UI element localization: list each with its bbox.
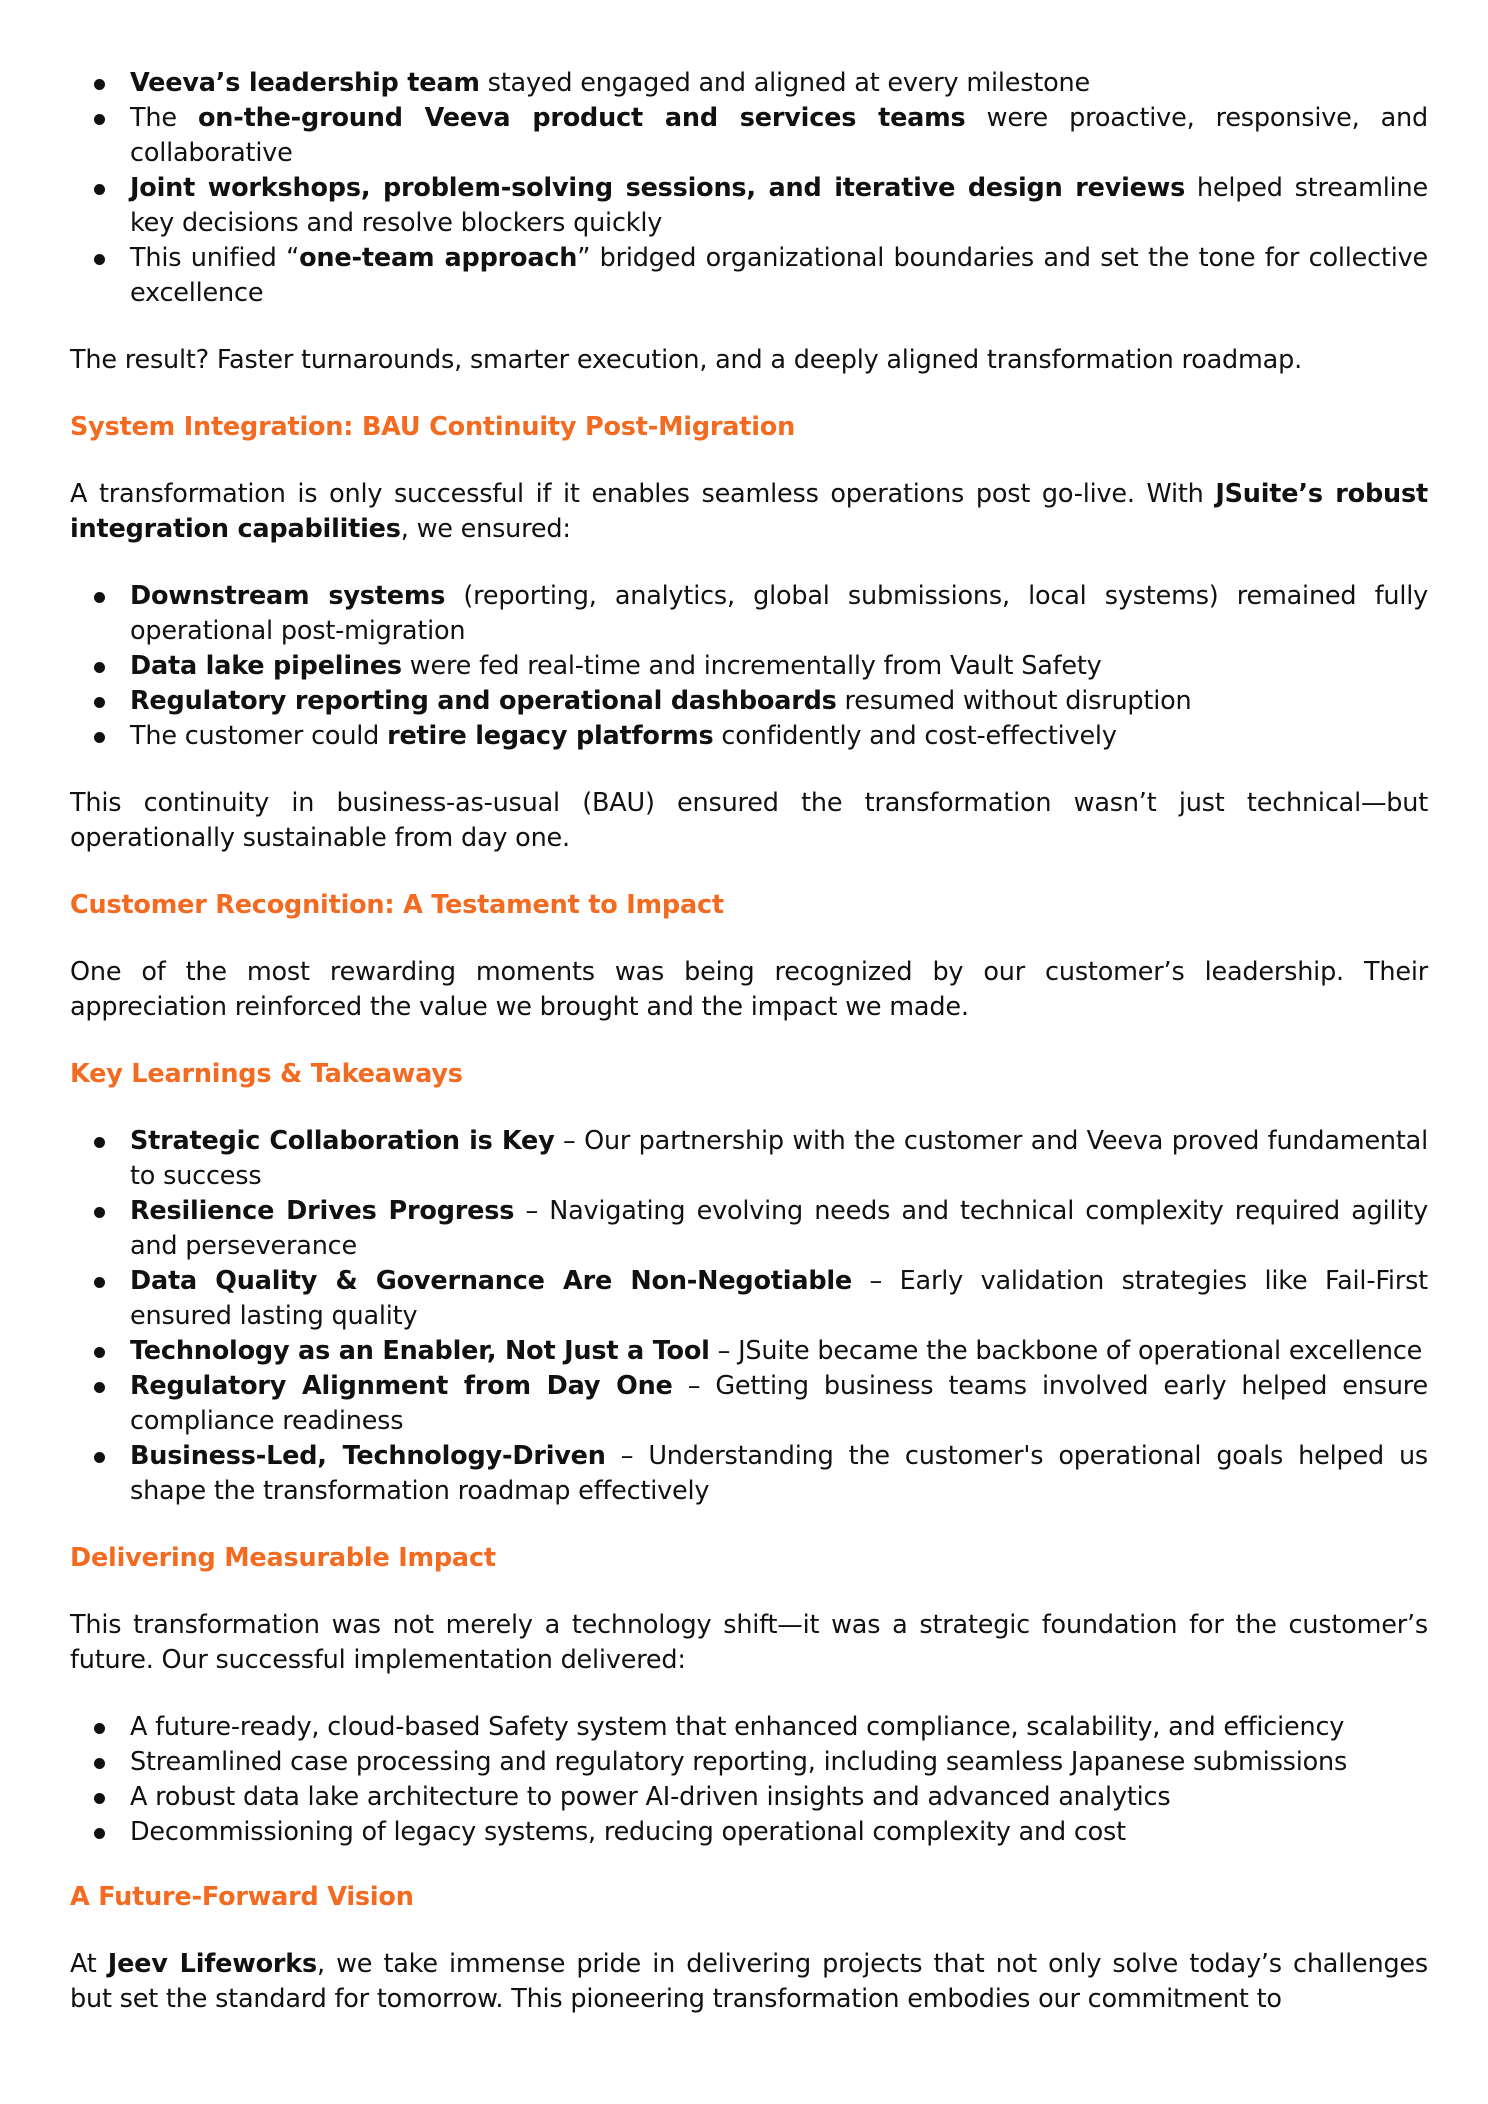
list-item: Decommissioning of legacy systems, reducing operational complexity and cost [130,1815,1428,1850]
section-heading-recognition: Customer Recognition: A Testament to Impact [70,890,724,920]
document-page [70,66,1428,2017]
section-heading-vision: A Future-Forward Vision [70,1882,414,1912]
list-item: A future-ready, cloud-based Safety system that enhanced compliance, scalability, and efficiency [130,1710,1428,1745]
list-item: Strategic Collaboration is Key – Our partnership with the customer and Veeva proved fundamental to success [130,1124,1428,1194]
integration-intro: A transformation is only successful if it enables seamless operations post go-live. With JSuite’s robust integration capabilities, we ensured: [70,479,1428,544]
list-item: Joint workshops, problem-solving sessions, and iterative design reviews helped streamline key decisions and resolve blockers quickly [130,171,1428,241]
list-item: The customer could retire legacy platforms confidently and cost-effectively [130,719,1428,754]
list-item: Business-Led, Technology-Driven – Understanding the customer's operational goals helped us shape the transformation roadmap effectively [130,1439,1428,1509]
list-item: Streamlined case processing and regulatory reporting, including seamless Japanese submissions [130,1745,1428,1780]
section-heading-integration: System Integration: BAU Continuity Post-Migration [70,412,796,442]
list-item: Data lake pipelines were fed real-time and incrementally from Vault Safety [130,649,1428,684]
list-item: A robust data lake architecture to power AI-driven insights and advanced analytics [130,1780,1428,1815]
list-item: Resilience Drives Progress – Navigating evolving needs and technical complexity required agility and perseverance [130,1194,1428,1264]
impact-list [70,1710,1428,1850]
list-item: Technology as an Enabler, Not Just a Tool – JSuite became the backbone of operational excellence [130,1334,1428,1369]
collaboration-list [70,66,1428,311]
result-paragraph: The result? Faster turnarounds, smarter execution, and a deeply aligned transformation roadmap. [70,345,1302,375]
integration-list [70,579,1428,754]
recognition-paragraph: One of the most rewarding moments was being recognized by our customer’s leadership. Their appreciation reinforced the value we brought and the impact we made. [70,957,1428,1022]
integration-closing: This continuity in business-as-usual (BAU) ensured the transformation wasn’t just technical—but operationally sustainable from day one. [70,788,1428,853]
list-item: Data Quality & Governance Are Non-Negotiable – Early validation strategies like Fail-First ensured lasting quality [130,1264,1428,1334]
list-item: This unified “one-team approach” bridged organizational boundaries and set the tone for collective excellence [130,241,1428,311]
vision-paragraph: At Jeev Lifeworks, we take immense pride in delivering projects that not only solve today’s challenges but set the standard for tomorrow. This pioneering transformation embodies our commitment to [70,1949,1429,2014]
impact-intro: This transformation was not merely a technology shift—it was a strategic foundation for the customer’s future. Our successful implementation delivered: [70,1610,1428,1675]
section-heading-impact: Delivering Measurable Impact [70,1543,496,1573]
list-item: Veeva’s leadership team stayed engaged and aligned at every milestone [130,66,1428,101]
section-heading-learnings: Key Learnings & Takeaways [70,1059,463,1089]
list-item: Regulatory reporting and operational dashboards resumed without disruption [130,684,1428,719]
list-item: The on-the-ground Veeva product and services teams were proactive, responsive, and collaborative [130,101,1428,171]
list-item: Downstream systems (reporting, analytics, global submissions, local systems) remained fully operational post-migration [130,579,1428,649]
learnings-list [70,1124,1428,1509]
list-item: Regulatory Alignment from Day One – Getting business teams involved early helped ensure compliance readiness [130,1369,1428,1439]
